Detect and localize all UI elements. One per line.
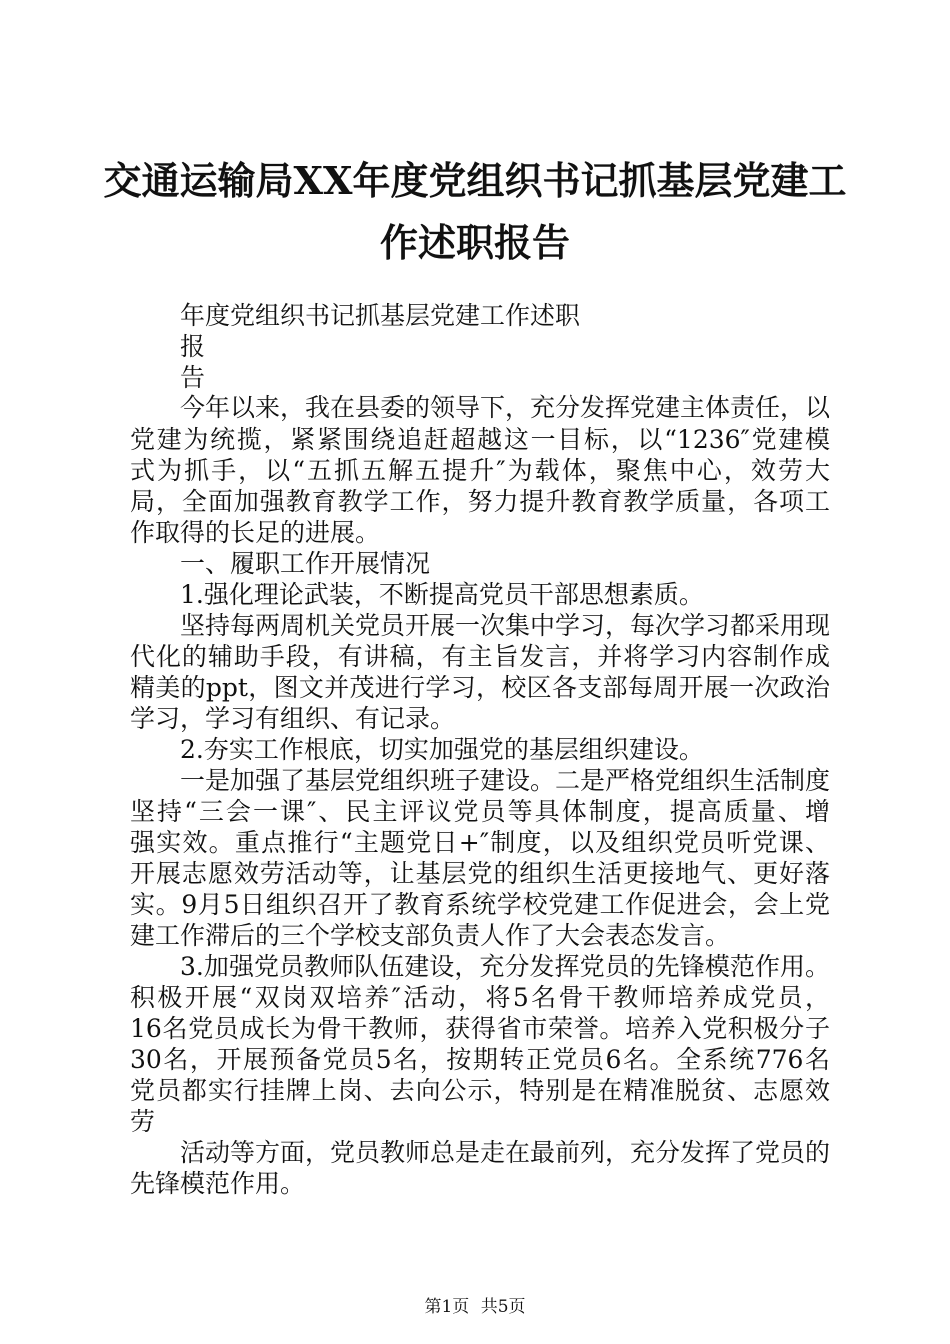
body-line: 年度党组织书记抓基层党建工作述职: [180, 301, 581, 330]
body-line: 实。9月5日组织召开了教育系统学校党建工作促进会，会上党: [130, 890, 830, 919]
body-line: 开展志愿效劳活动等，让基层党的组织生活更接地气、更好落: [130, 859, 830, 888]
body-line: 告: [180, 363, 206, 392]
body-line: 代化的辅助手段，有讲稿，有主旨发言，并将学习内容制作成: [130, 642, 830, 671]
section-heading: 一、履职工作开展情况: [180, 549, 431, 578]
page-total: 共5页: [480, 1297, 526, 1317]
body-line: 式为抓手，以“五抓五解五提升″为载体，聚焦中心，效劳大: [130, 456, 830, 485]
body-line: 局，全面加强教育教学工作，努力提升教育教学质量，各项工: [130, 487, 830, 516]
body-line: 作取得的长足的进展。: [130, 518, 381, 547]
page-number: 第1页: [424, 1297, 470, 1317]
body-line: 今年以来，我在县委的领导下，充分发挥党建主体责任，以: [180, 393, 830, 422]
body-line: 坚持每两周机关党员开展一次集中学习，每次学习都采用现: [180, 611, 830, 640]
body-line: 16名党员成长为骨干教师，获得省市荣誉。培养入党积极分子: [130, 1014, 830, 1043]
document-title-line-1: 交通运输局XX年度党组织书记抓基层党建工: [103, 158, 847, 203]
body-line: 积极开展“双岗双培养″活动，将5名骨干教师培养成党员，: [130, 983, 830, 1012]
body-line: 劳: [130, 1107, 156, 1136]
subsection-heading: 1.强化理论武装，不断提高党员干部思想素质。: [180, 580, 704, 609]
body-line: 活动等方面，党员教师总是走在最前列，充分发挥了党员的: [180, 1138, 830, 1167]
body-line: 30名，开展预备党员5名，按期转正党员6名。全系统776名: [130, 1045, 830, 1074]
body-line: 一是加强了基层党组织班子建设。二是严格党组织生活制度: [180, 766, 830, 795]
document-title-line-2: 作述职报告: [379, 220, 570, 265]
body-line: 坚持“三会一课″、民主评议党员等具体制度，提高质量、增: [130, 797, 830, 826]
body-line: 先锋模范作用。: [130, 1169, 306, 1198]
body-line: 党建为统揽，紧紧围绕追赶超越这一目标，以“1236″党建模: [130, 425, 830, 454]
body-line: 强实效。重点推行“主题党日+″制度，以及组织党员听党课、: [130, 828, 830, 857]
body-line: 精美的ppt，图文并茂进行学习，校区各支部每周开展一次政治: [130, 673, 830, 702]
body-line: 报: [180, 332, 206, 361]
page-footer: [0, 1297, 950, 1317]
body-line: 学习，学习有组织、有记录。: [130, 704, 456, 733]
body-line: 党员都实行挂牌上岗、去向公示，特别是在精准脱贫、志愿效: [130, 1076, 830, 1105]
body-line: 建工作滞后的三个学校支部负责人作了大会表态发言。: [130, 921, 731, 950]
subsection-heading: 2.夯实工作根底，切实加强党的基层组织建设。: [180, 735, 704, 764]
subsection-heading: 3.加强党员教师队伍建设，充分发挥党员的先锋模范作用。: [180, 952, 830, 981]
